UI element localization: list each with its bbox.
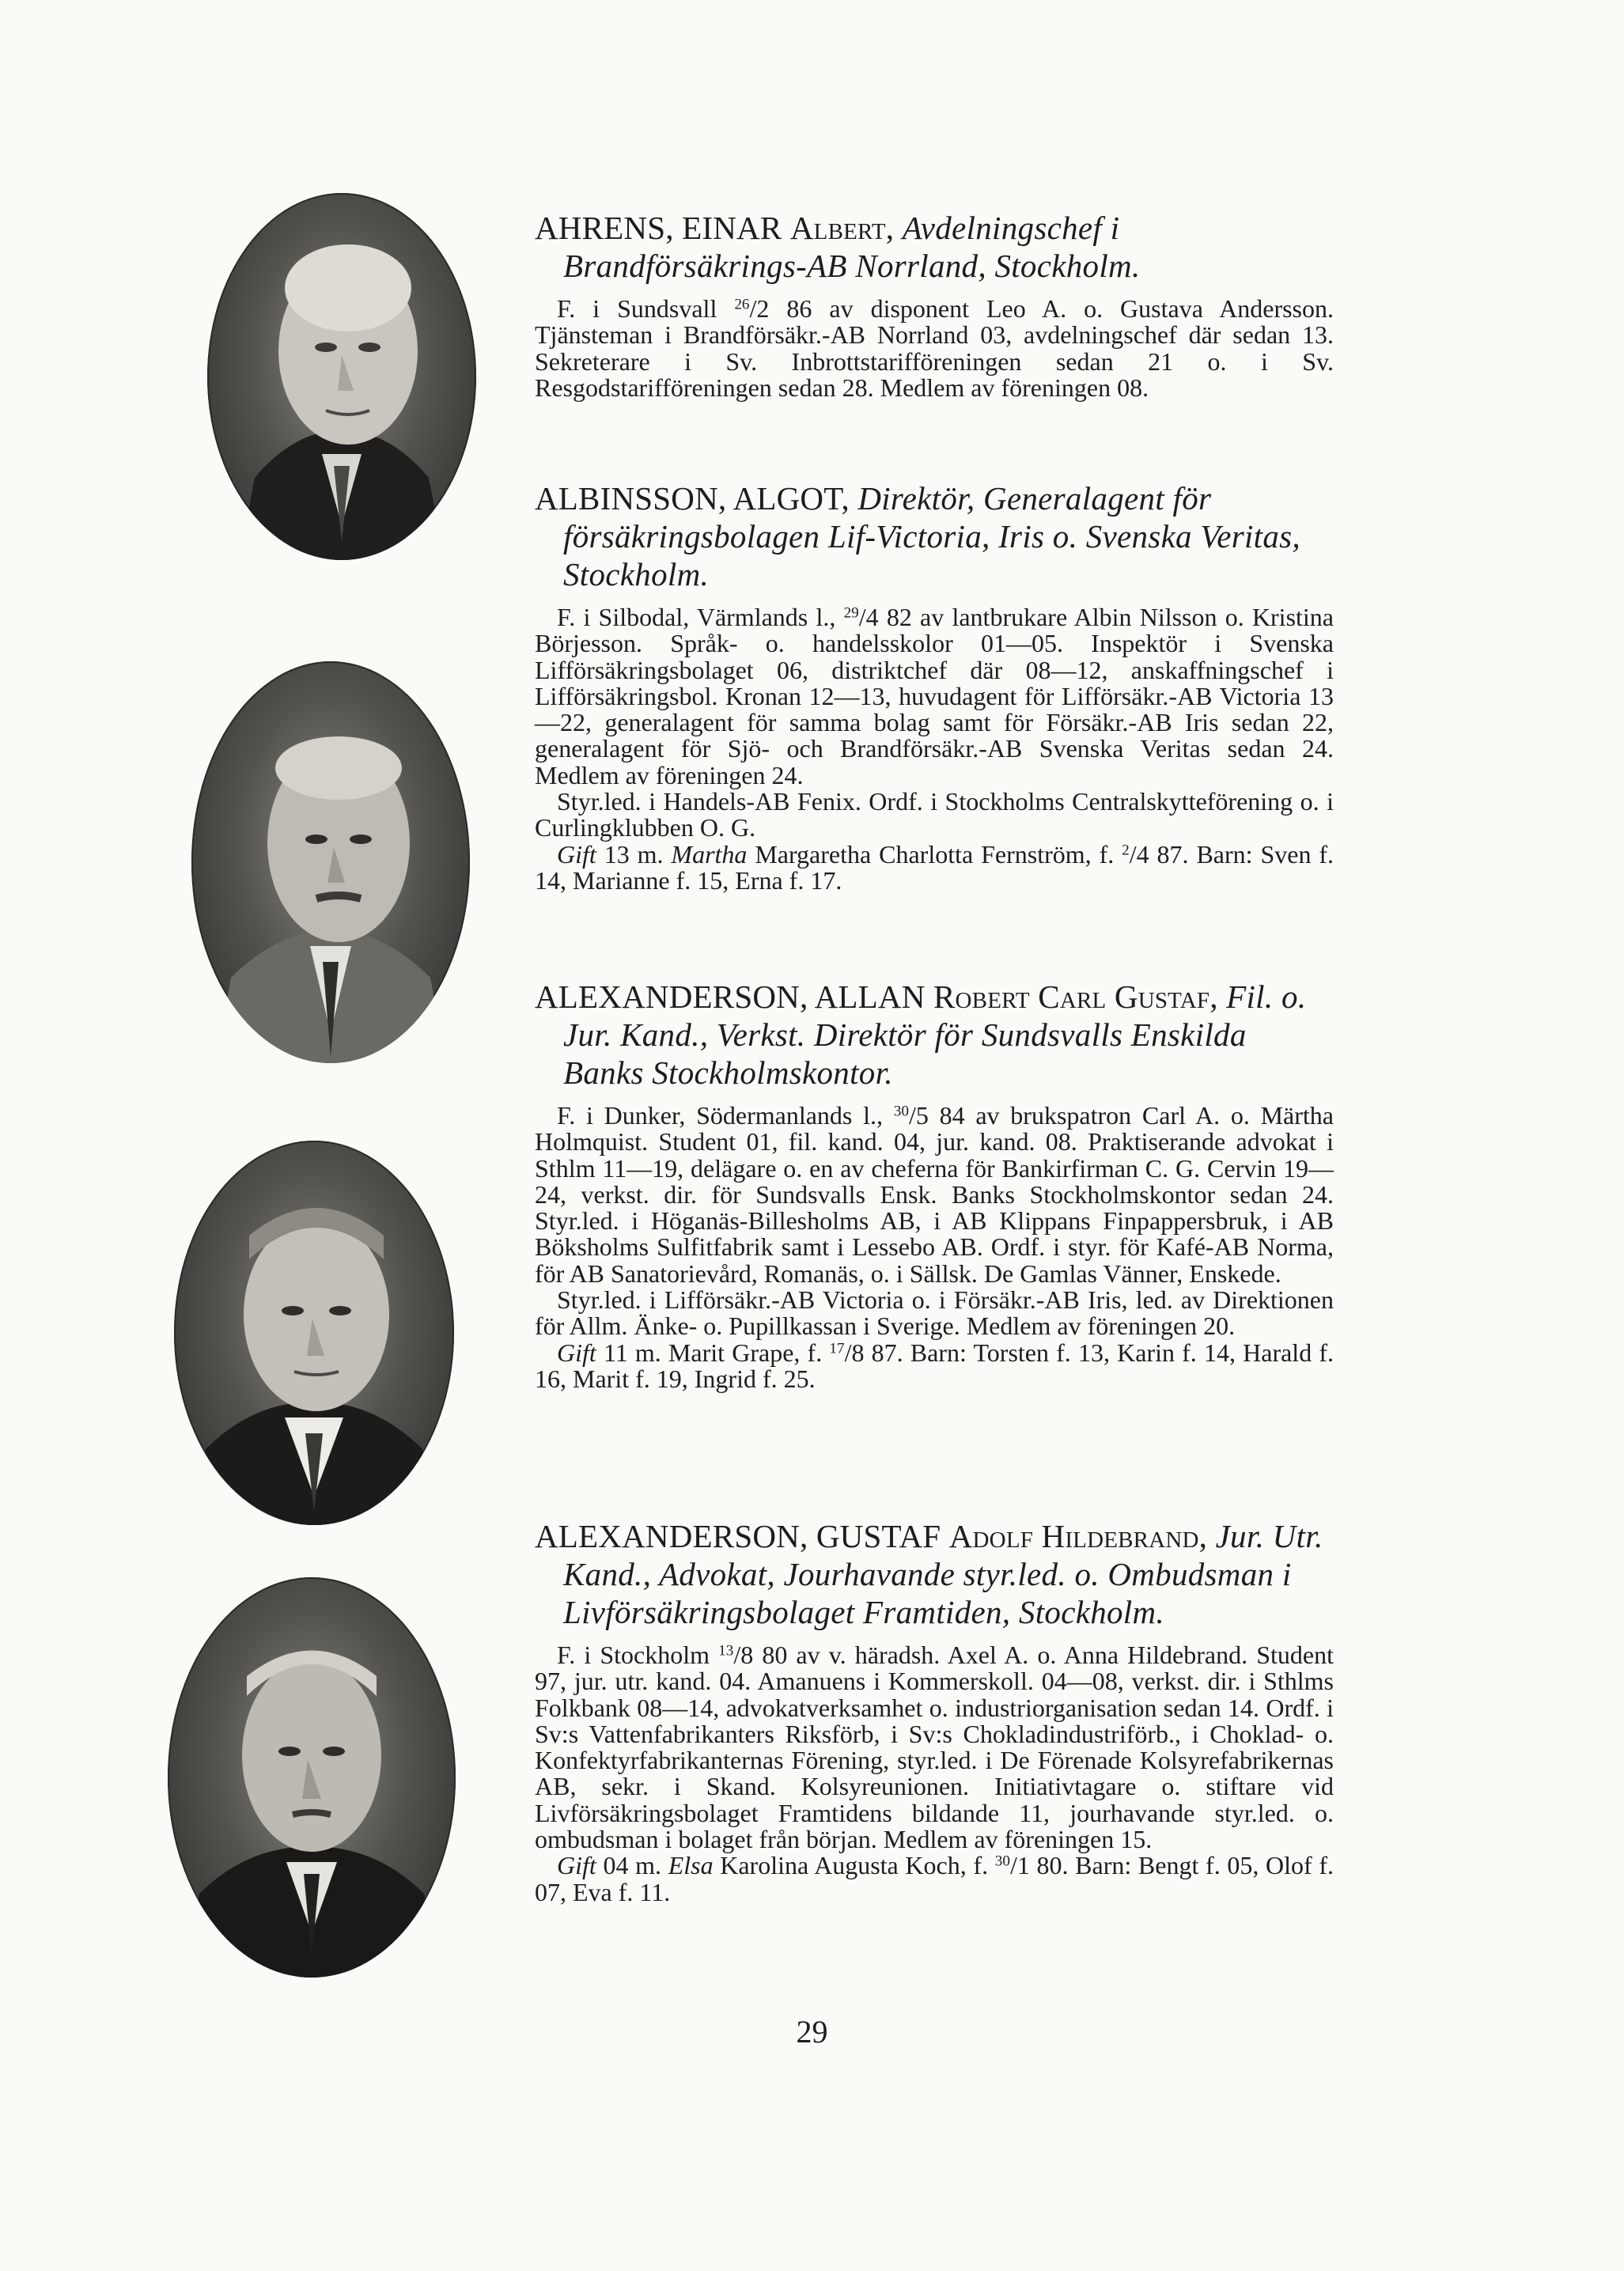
- entry-given-name-small-caps: Albert,: [789, 210, 895, 246]
- entry-title: Direktör, Generalagent för försäkringsbolagen Lif-Victoria, Iris o. Svenska Veritas, Stockholm.: [563, 480, 1300, 592]
- portrait-gustaf-alexanderson: [168, 1577, 456, 1978]
- entry-paragraph: F. i Stockholm $^{13}$/8 80 av v. häradsh. Axel A. o. Anna Hildebrand. Student 97, jur. utr. kand. 04. Amanuens i Kommerskoll. 04—08, verkst. dir. i Sthlms Folkbank 08—14, advokatverksamhet o. industriorganisation sedan 14. Ordf. i Sv:s Vattenfabrikanters Riksförb, i Sv:s Chokladindustriförb., i Choklad- o. Konfektyrfabrikanternas Förening, styr.led. i De Förenade Kolsyrefabrikernas AB, sekr. i Skand. Kolsyreunionen. Initiativtagare o. stiftare vid Livförsäkringsbolaget Framtidens bildande 11, jourhavande styr.led. o. ombudsman i bolaget från början. Medlem av föreningen 15.: [535, 1641, 1334, 1854]
- entry-paragraph: F. i Silbodal, Värmlands l., $^{29}$/4 82 av lantbrukare Albin Nilsson o. Kristina Börjesson. Språk- o. handelsskolor 01—05. Inspektör i Svenska Lifförsäkringsbolaget 06, distriktchef där 08—12, anskaffningschef i Lifförsäkringsbol. Kronan 12—13, huvudagent för Lifförsäkr.-AB Victoria 13—22, generalagent för samma bolag samt för Försäkr.-AB Iris sedan 22, generalagent för Sjö- och Brandförsäkr.-AB Svenska Veritas sedan 24. Medlem av föreningen 24.: [535, 603, 1334, 789]
- entry-title: Avdelningschef i Brandförsäkrings-AB Norrland, Stockholm.: [563, 210, 1141, 284]
- entry-paragraph: Gift 11 m. Marit Grape, f. $^{17}$/8 87. Barn: Torsten f. 13, Karin f. 14, Harald f. 16, Marit f. 19, Ingrid f. 25.: [535, 1338, 1334, 1393]
- page-number: 29: [796, 2014, 828, 2050]
- portrait-allan-alexanderson-image: [174, 1141, 454, 1525]
- entry-given-name: ALLAN: [814, 978, 926, 1015]
- entry-heading: [535, 1517, 1334, 1631]
- entry-allan-alexanderson: [535, 978, 1334, 1392]
- entry-paragraph: Styr.led. i Lifförsäkr.-AB Victoria o. i Försäkr.-AB Iris, led. av Direktionen för Allm. Änke- o. Pupillkassan i Sverige. Medlem av föreningen 20.: [535, 1285, 1334, 1341]
- entry-surname: AHRENS,: [535, 210, 674, 246]
- entry-given-name: GUSTAF: [816, 1518, 941, 1554]
- entry-gustaf-alexanderson: [535, 1517, 1334, 1906]
- entry-heading: [535, 209, 1334, 285]
- entry-given-name-small-caps: Adolf Hildebrand,: [948, 1518, 1208, 1554]
- entry-ahrens: [535, 209, 1334, 401]
- entry-surname: ALEXANDERSON,: [535, 1518, 808, 1554]
- entry-paragraph: F. i Sundsvall $^{26}$/2 86 av disponent Leo A. o. Gustava Andersson. Tjänsteman i Brandförsäkr.-AB Norrland 03, avdelningschef där sedan 13. Sekreterare i Sv. Inbrottstarifföreningen sedan 21 o. i Sv. Resgodstarifföreningen sedan 28. Medlem av föreningen 08.: [535, 294, 1334, 402]
- portrait-albinsson-image: [191, 661, 470, 1063]
- portrait-gustaf-alexanderson-image: [168, 1577, 456, 1978]
- portrait-allan-alexanderson: [174, 1141, 454, 1525]
- entry-given-name: ALGOT,: [733, 480, 850, 517]
- portrait-ahrens: [207, 193, 476, 560]
- entry-given-name-small-caps: Robert Carl Gustaf,: [933, 978, 1218, 1015]
- entry-paragraph: F. i Dunker, Södermanlands l., $^{30}$/5 84 av brukspatron Carl A. o. Märtha Holmquist. Student 01, fil. kand. 04, jur. kand. 08. Praktiserande advokat i Sthlm 11—19, delägare o. en av cheferna för Bankirfirman C. G. Cervin 19—24, verkst. dir. för Sundsvalls Ensk. Banks Stockholmskontor sedan 24. Styr.led. i Höganäs-Billesholms AB, i AB Klippans Finpappersbruk, i AB Böksholms Sulfitfabrik samt i Lessebo AB. Ordf. i styr. för Kafé-AB Norma, för AB Sanatorievård, Romanäs, o. i Sällsk. De Gamlas Vänner, Enskede.: [535, 1101, 1334, 1288]
- portrait-albinsson: [191, 661, 470, 1063]
- entry-paragraph: Styr.led. i Handels-AB Fenix. Ordf. i Stockholms Centralskytteförening o. i Curlingklubben O. G.: [535, 787, 1334, 842]
- entry-paragraph: Gift 04 m. Elsa Karolina Augusta Koch, f. $^{30}$/1 80. Barn: Bengt f. 05, Olof f. 07, Eva f. 11.: [535, 1851, 1334, 1906]
- entry-albinsson: [535, 479, 1334, 894]
- entry-surname: ALEXANDERSON,: [535, 978, 808, 1015]
- entry-surname: ALBINSSON,: [535, 480, 727, 517]
- entry-given-name: EINAR: [682, 210, 782, 246]
- entry-title: Fil. o. Jur. Kand., Verkst. Direktör för Sundsvalls Enskilda Banks Stockholmskontor.: [563, 978, 1307, 1091]
- entry-heading: [535, 978, 1334, 1092]
- portrait-ahrens-image: [207, 193, 476, 560]
- entry-paragraph: Gift 13 m. Martha Margaretha Charlotta Fernström, f. $^2$/4 87. Barn: Sven f. 14, Marianne f. 15, Erna f. 17.: [535, 839, 1334, 895]
- entry-title: Jur. Utr. Kand., Advokat, Jourhavande styr.led. o. Ombudsman i Livförsäkringsbolaget Framtiden, Stockholm.: [563, 1518, 1323, 1630]
- entry-heading: [535, 479, 1334, 593]
